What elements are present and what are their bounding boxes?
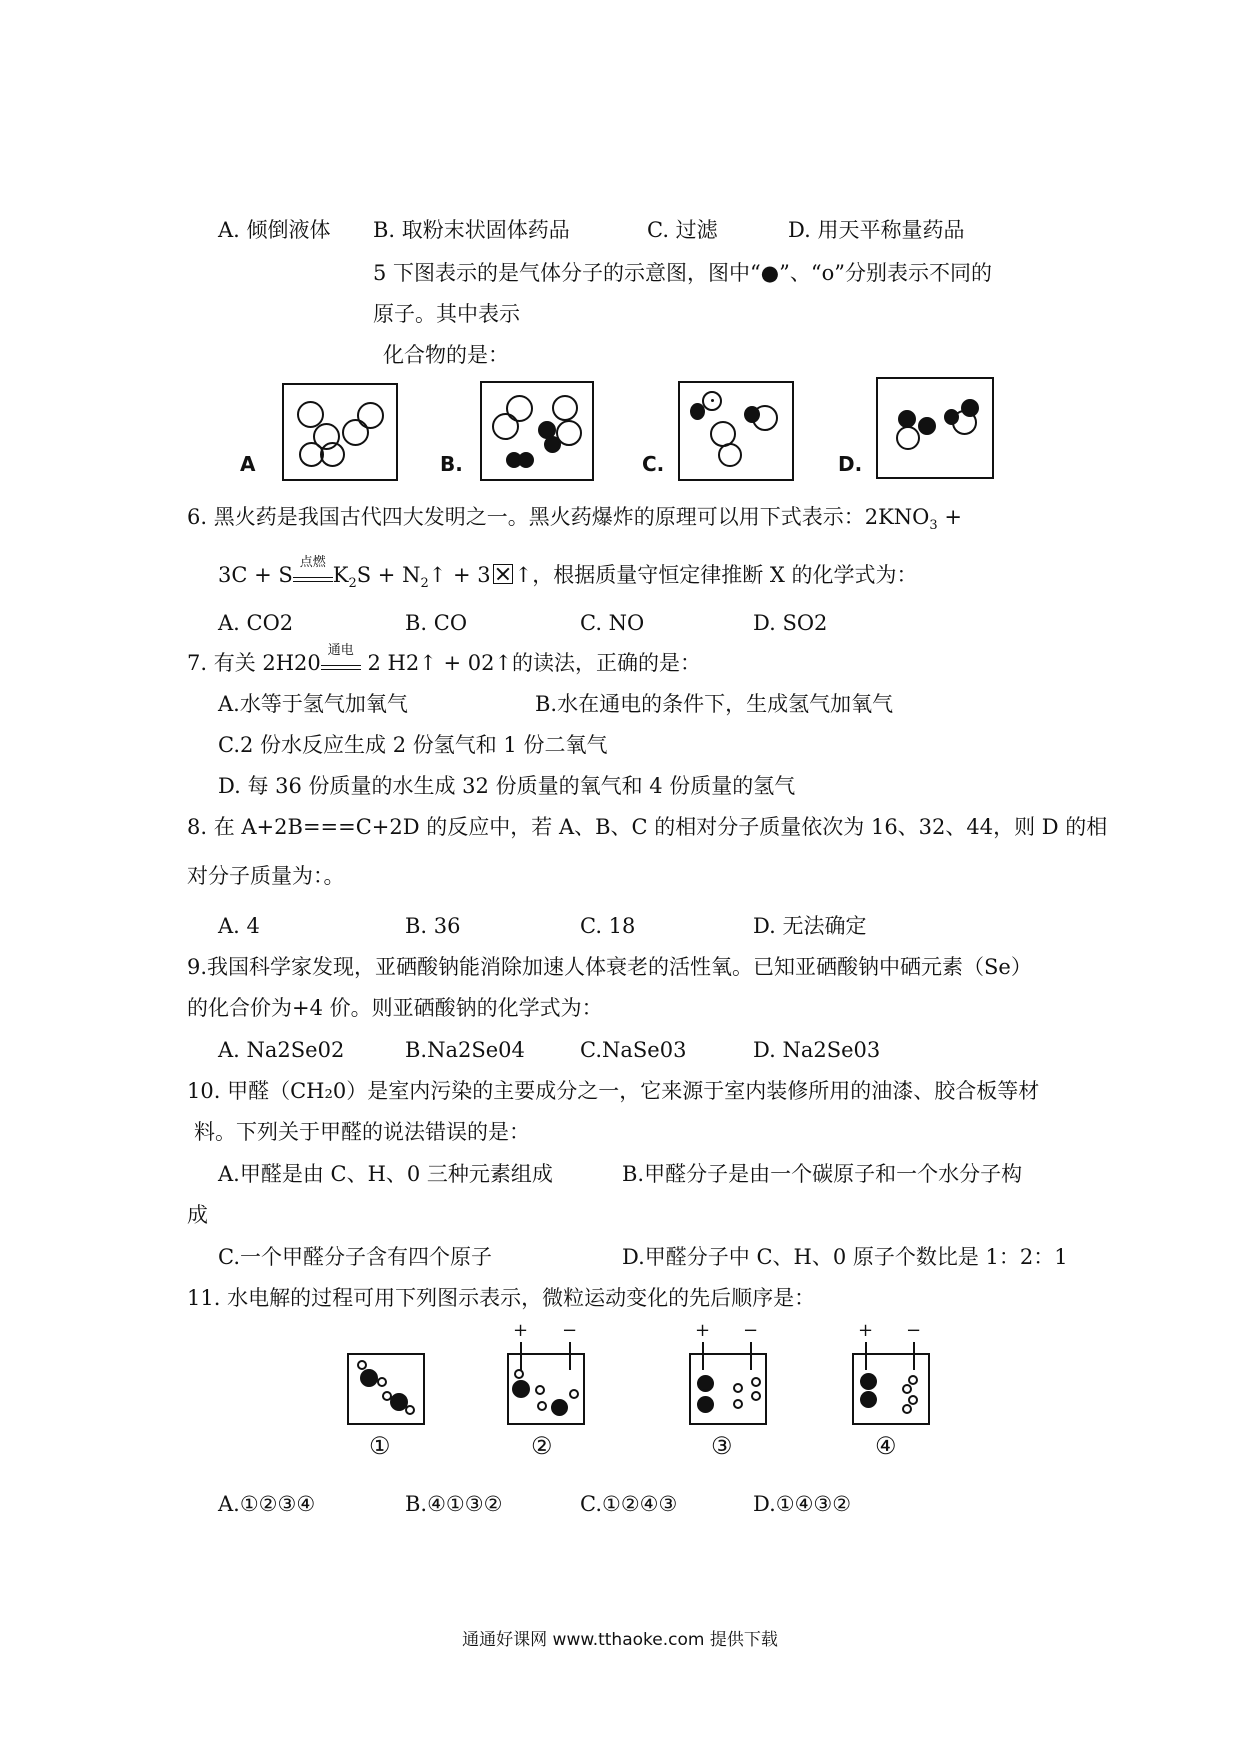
plus-sign: + [513, 1320, 529, 1341]
atom-open [357, 402, 384, 429]
q10-option-c: C.一个甲醛分子含有四个原子 [218, 1245, 492, 1269]
atom-open [514, 1369, 524, 1379]
q7-option-d: D. 每 36 份质量的水生成 32 份质量的氧气和 4 份质量的氢气 [218, 774, 796, 798]
reaction-condition: 通电 [321, 655, 361, 670]
atom-open [733, 1399, 743, 1409]
q11-stem: 11. 水电解的过程可用下列图示表示，微粒运动变化的先后顺序是： [187, 1286, 816, 1310]
reaction-condition: 点燃 [293, 567, 333, 582]
atom-filled [944, 409, 959, 425]
atom-open [535, 1385, 545, 1395]
atom-open [902, 1384, 912, 1394]
q11-panel-2 [507, 1353, 585, 1425]
q9-option-a: A. Na2Se02 [218, 1038, 345, 1062]
q10-stem-line2: 料。下列关于甲醛的说法错误的是： [194, 1120, 530, 1144]
q11-option-a: A.①②③④ [218, 1492, 316, 1516]
atom-open [320, 442, 345, 467]
q6-stem-line2: 3C + S 点燃 $K_2S$ + $N_2↑ + 3$ ↑，根据质量守恒定律推断 X 的化学式为： [218, 555, 918, 592]
q7-option-a: A.水等于氢气加氧气 [218, 692, 408, 716]
atom-open [733, 1383, 743, 1393]
q5-label-b: B. [440, 452, 463, 476]
atom-open [569, 1389, 579, 1399]
q10-option-a: A.甲醛是由 C、H、0 三种元素组成 [218, 1162, 553, 1186]
page-footer: 通通好课网 www.tthaoke.com 提供下载 [462, 1630, 778, 1650]
q11-panel-3 [689, 1353, 767, 1425]
q8-option-b: B. 36 [405, 914, 461, 938]
atom-filled [551, 1399, 568, 1416]
q11-caption-2: ② [531, 1432, 553, 1460]
q9-option-b: B.Na2Se04 [405, 1038, 525, 1062]
q9-option-c: C.NaSe03 [580, 1038, 687, 1062]
atom-open [896, 426, 920, 450]
q8-option-a: A. 4 [218, 914, 260, 938]
atom-open [908, 1375, 918, 1385]
atom-filled [697, 1396, 714, 1413]
atom-open [537, 1401, 547, 1411]
q10-option-d: D.甲醛分子中 C、H、0 原子个数比是 1：2：1 [622, 1245, 1068, 1269]
q5-box-b [480, 381, 594, 481]
atom-filled [697, 1375, 714, 1392]
atom-filled [918, 417, 936, 435]
atom-open [405, 1405, 415, 1415]
q11-panel-1 [347, 1353, 425, 1425]
q11-option-d: D.①④③② [753, 1492, 852, 1516]
atom-filled [961, 399, 979, 417]
q5-stem-line3: 化合物的是： [383, 343, 509, 367]
atom-open [357, 1360, 367, 1370]
q11-panel-4 [852, 1353, 930, 1425]
q8-stem-line2: 对分子质量为：。 [187, 864, 345, 888]
q9-stem-line2: 的化合价为+4 价。则亚硒酸钠的化学式为： [187, 996, 603, 1020]
atom-open [718, 443, 742, 467]
atom-filled [512, 1380, 530, 1398]
atom-filled [360, 1369, 378, 1387]
q4-option-c: C. 过滤 [647, 218, 718, 242]
q11-option-b: B.④①③② [405, 1492, 503, 1516]
atom-filled [860, 1391, 877, 1408]
q5-stem-line2: 原子。其中表示 [373, 302, 520, 326]
q6-option-c: C. NO [580, 611, 645, 635]
plus-sign: + [858, 1320, 874, 1341]
atom-filled [690, 403, 705, 420]
q5-stem-line1: 5 下图表示的是气体分子的示意图，图中“●”、“o”分别表示不同的 [373, 261, 992, 285]
atom-open [382, 1391, 392, 1401]
q10-option-b-cont: 成 [187, 1203, 208, 1227]
atom-filled [744, 406, 760, 423]
q8-option-c: C. 18 [580, 914, 636, 938]
q10-option-b: B.甲醛分子是由一个碳原子和一个水分子构 [622, 1162, 1023, 1186]
minus-sign: − [562, 1320, 578, 1341]
q8-stem-line1: 8. 在 A+2B===C+2D 的反应中，若 A、B、C 的相对分子质量依次为 16、32、44，则 D 的相 [187, 815, 1108, 839]
q7-stem: 7. 有关 2H20 通电 2 H2↑ + 02↑的读法，正确的是： [187, 643, 702, 675]
atom-filled [860, 1373, 877, 1390]
q5-box-a [282, 383, 398, 481]
q11-caption-4: ④ [875, 1432, 897, 1460]
q9-stem-line1: 9.我国科学家发现，亚硒酸钠能消除加速人体衰老的活性氧。已知亚硒酸钠中硒元素（Se） [187, 955, 1032, 979]
atom-filled [544, 436, 561, 453]
q5-label-c: C. [642, 452, 665, 476]
q5-label-d: D. [838, 452, 863, 476]
atom-open [377, 1377, 387, 1387]
q6-option-d: D. SO2 [753, 611, 828, 635]
atom-dotted [702, 391, 722, 411]
q7-option-c: C.2 份水反应生成 2 份氢气和 1 份二氧气 [218, 733, 608, 757]
q6-stem-line1: 6. 黑火药是我国古代四大发明之一。黑火药爆炸的原理可以用下式表示：$2KNO_3$ + [187, 505, 962, 534]
plus-sign: + [695, 1320, 711, 1341]
q5-box-c [678, 381, 794, 481]
q11-caption-3: ③ [711, 1432, 733, 1460]
q4-option-b: B. 取粉末状固体药品 [373, 218, 570, 242]
q7-option-b: B.水在通电的条件下，生成氢气加氧气 [535, 692, 894, 716]
atom-open [908, 1395, 918, 1405]
atom-open [902, 1404, 912, 1414]
q5-label-a: A [240, 452, 256, 476]
atom-open [751, 1391, 761, 1401]
q5-box-d [876, 377, 994, 479]
atom-open [552, 395, 578, 421]
q6-option-b: B. CO [405, 611, 468, 635]
atom-open [506, 395, 533, 422]
q9-option-d: D. Na2Se03 [753, 1038, 881, 1062]
q8-option-d: D. 无法确定 [753, 914, 867, 938]
q4-option-d: D. 用天平称量药品 [788, 218, 965, 242]
q11-option-c: C.①②④③ [580, 1492, 678, 1516]
atom-filled [518, 452, 534, 468]
q10-stem-line1: 10. 甲醛（CH₂0）是室内污染的主要成分之一，它来源于室内装修所用的油漆、胶合板等材 [187, 1079, 1040, 1103]
minus-sign: − [906, 1320, 922, 1341]
atom-open [751, 1377, 761, 1387]
q6-option-a: A. CO2 [218, 611, 294, 635]
minus-sign: − [743, 1320, 759, 1341]
q11-caption-1: ① [369, 1432, 391, 1460]
q4-option-a: A. 倾倒液体 [218, 218, 331, 242]
unknown-x-box-icon [493, 564, 513, 584]
